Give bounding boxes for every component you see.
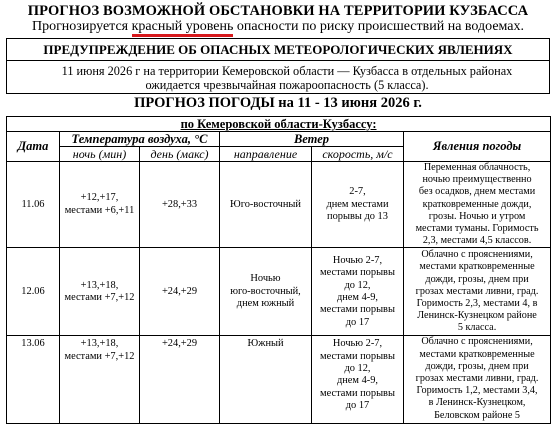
phenomena-line: местами кратковременные [419,348,535,360]
column-header-phenomena: Явления погоды [404,132,551,162]
night-temp-cell [60,162,140,248]
wind-direction-line: Ночью [250,273,281,285]
header-row-1 [7,132,551,147]
wind-direction-line: Южный [247,338,284,350]
wind-speed-line: днем 4-9, [336,375,379,387]
phenomena-line: грозы. Ночью и утром [428,210,526,222]
column-header-day: день (макс) [140,147,220,162]
day-temp-cell [140,248,220,336]
wind-speed-line: до 17 [345,399,370,411]
night-temp-line: местами +7,+12 [64,291,135,303]
night-temp-line: +13,+18, [80,279,119,291]
weather-forecast-table [6,116,551,424]
date-cell: 12.06 [7,248,60,336]
phenomena-line: дожди, грозы, днем при [425,360,529,372]
warning-line-1: 11 июня 2026 г на территории Кемеровской области — Кузбасса в отдельных районах [61,64,513,78]
phenomena-line: Горимость 2,3, местами 4, в [416,298,538,310]
night-temp-line: +12,+17, [80,192,119,204]
phenomena-line: грозах местами ливни, град. [415,285,539,297]
night-temp-line: +13,+18, [80,338,119,350]
warning-heading: ПРЕДУПРЕЖДЕНИЕ ОБ ОПАСНЫХ МЕТЕОРОЛОГИЧЕСКИХ ЯВЛЕНИЯХ [7,39,549,61]
phenomena-line: ночью преимущественно [422,174,532,186]
wind-direction-line: юго-восточный, [230,285,301,297]
phenomena-line: Переменная облачность, [423,162,531,173]
date-cell: 11.06 [7,162,60,248]
warning-text [7,61,549,92]
wind-speed-cell [312,248,404,336]
phenomena-line: дожди, грозы, днем при [425,273,529,285]
phenomena-line: 5 класса. [457,322,497,334]
column-header-date: Дата [7,132,60,162]
phenomena-line: местами кратковременные [419,261,535,273]
wind-speed-line: местами порывы [320,387,395,399]
wind-speed-cell [312,162,404,248]
warning-line-2: ожидается чрезвычайная пожароопасность (5 класса). [145,78,429,92]
phenomena-line: в Ленинск-Кузнецком, [428,397,526,409]
wind-speed-line: порывы до 13 [327,210,388,222]
risk-level-highlight: красный уровень [132,19,234,37]
night-temp-line: местами +6,+11 [64,204,135,216]
phenomena-line: Облачно с прояснениями, [421,249,533,261]
region-label: по Кемеровской области-Кузбассу: [7,117,551,132]
wind-speed-line: до 12, [344,363,371,375]
wind-direction-line: днем южный [236,298,295,310]
date-cell: 13.06 [7,336,60,424]
region-row [7,117,551,132]
phenomena-line: Ленинск-Кузнецком районе [417,310,537,322]
phenomena-line: кратковременные дожди, [422,198,532,210]
phenomena-line: Облачно с прояснениями, [421,336,533,348]
wind-speed-line: местами порывы [320,267,395,279]
wind-direction-cell [220,162,312,248]
phenomena-line: местами туманы. Горимость [415,223,539,235]
wind-speed-line: Ночью 2-7, [332,338,383,350]
day-temp-line: +28,+33 [161,198,198,210]
wind-speed-line: до 12, [344,279,371,291]
day-temp-line: +24,+29 [161,285,198,297]
wind-speed-line: местами порывы [320,304,395,316]
risk-text-before: Прогнозируется [31,19,129,34]
wind-speed-line: местами порывы [320,350,395,362]
night-temp-cell [60,336,140,424]
column-header-night: ночь (мин) [60,147,140,162]
wind-direction-cell [220,248,312,336]
risk-level-line [0,19,556,35]
risk-text-after: опасности по риску происшествий на водоемах. [236,19,525,34]
page-title: ПРОГНОЗ ВОЗМОЖНОЙ ОБСТАНОВКИ НА ТЕРРИТОРИИ КУЗБАССА [27,3,529,19]
phenomena-line: Горимость 1,2, местами 3,4, [416,385,538,397]
column-header-temperature: Температура воздуха, °С [60,132,220,147]
phenomena-line: грозах местами ливни, град. [415,373,539,385]
day-temp-line: +24,+29 [161,338,198,350]
day-temp-cell [140,162,220,248]
phenomena-line: 2,3, местами 4,5 классов. [422,235,532,247]
table-row [7,162,551,248]
phenomena-cell [404,162,551,248]
phenomena-line: без осадков, днем местами [418,186,536,198]
phenomena-line: Беловском районе 5 [434,409,520,421]
phenomena-cell [404,336,551,424]
wind-speed-line: Ночью 2-7, [332,255,383,267]
day-temp-cell [140,336,220,424]
hazard-warning-box [6,38,550,94]
wind-speed-line: днем местами [326,198,389,210]
column-header-speed: скорость, м/с [312,147,404,162]
table-row [7,336,551,424]
night-temp-cell [60,248,140,336]
wind-speed-cell [312,336,404,424]
wind-direction-line: Юго-восточный [230,198,301,210]
forecast-title: ПРОГНОЗ ПОГОДЫ на 11 - 13 июня 2026 г. [134,95,422,111]
phenomena-cell [404,248,551,336]
wind-speed-line: до 17 [345,316,370,328]
table-row [7,248,551,336]
wind-speed-line: 2-7, [349,186,366,198]
wind-speed-line: днем 4-9, [336,291,379,303]
column-header-direction: направление [220,147,312,162]
column-header-wind: Ветер [220,132,404,147]
night-temp-line: местами +7,+12 [64,350,135,362]
wind-direction-cell [220,336,312,424]
